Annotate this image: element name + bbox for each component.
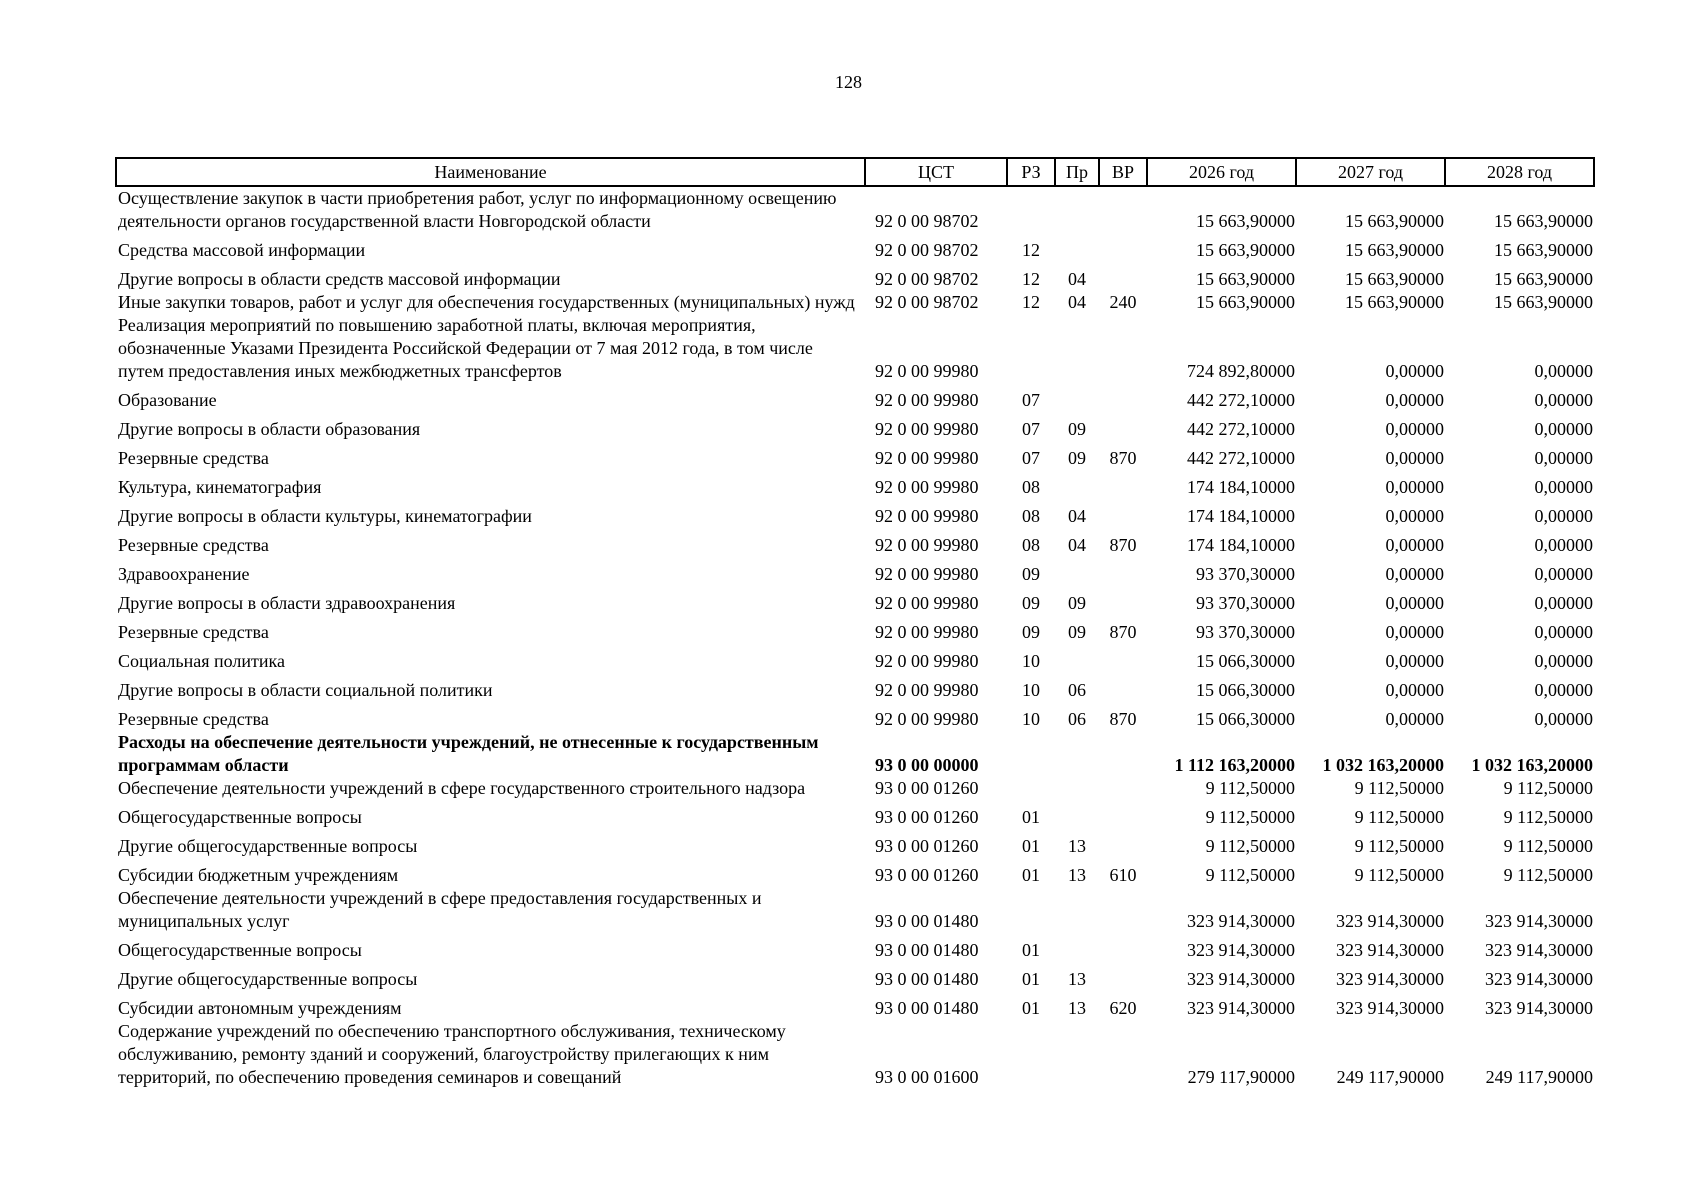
table-row (116, 615, 1594, 644)
cell-rz (1007, 777, 1055, 800)
table-header-row (116, 158, 1594, 186)
cell-2027: 9 112,50000 (1354, 807, 1444, 827)
table-row (116, 586, 1594, 615)
cell-name: Обеспечение деятельности учреждений в сфере государственного строительного надзора (118, 778, 806, 798)
cell-2026: 9 112,50000 (1205, 865, 1295, 885)
cell-cst: 92 0 00 99980 (875, 477, 979, 497)
cell-name: Социальная политика (118, 651, 285, 671)
cell-cst: 92 0 00 98702 (875, 240, 979, 260)
table-row (116, 731, 1594, 777)
cell-cst: 92 0 00 98702 (875, 292, 979, 312)
table-row (116, 800, 1594, 829)
cell-2027: 0,00000 (1385, 709, 1444, 729)
cell-pr (1055, 383, 1099, 412)
table-row (116, 528, 1594, 557)
header-cst: ЦСТ (865, 158, 1007, 186)
table-row (116, 262, 1594, 291)
cell-cst: 92 0 00 99980 (875, 593, 979, 613)
cell-2028: 0,00000 (1534, 448, 1593, 468)
cell-pr (1055, 644, 1099, 673)
cell-pr: 13 (1068, 969, 1086, 989)
cell-2027: 323 914,30000 (1336, 940, 1444, 960)
cell-vr (1099, 186, 1147, 233)
cell-vr (1099, 499, 1147, 528)
table-row (116, 673, 1594, 702)
cell-name: Образование (118, 390, 217, 410)
cell-name: Другие вопросы в области культуры, кинематографии (118, 506, 532, 526)
cell-2027: 0,00000 (1385, 622, 1444, 642)
cell-vr (1099, 887, 1147, 933)
cell-rz: 08 (1022, 535, 1040, 555)
cell-cst: 92 0 00 99980 (875, 390, 979, 410)
cell-2026: 15 663,90000 (1196, 292, 1295, 312)
table-row (116, 186, 1594, 233)
cell-2028: 15 663,90000 (1494, 211, 1593, 231)
cell-pr (1055, 800, 1099, 829)
cell-rz (1007, 1020, 1055, 1089)
cell-2027: 323 914,30000 (1336, 998, 1444, 1018)
cell-name: Осуществление закупок в части приобретения работ, услуг по информационному освещению деятельности органов государственной власти Новгородской области (118, 188, 837, 231)
cell-cst: 92 0 00 99980 (875, 506, 979, 526)
cell-2026: 15 663,90000 (1196, 269, 1295, 289)
cell-2026: 1 112 163,20000 (1174, 755, 1295, 775)
cell-name: Субсидии автономным учреждениям (118, 998, 402, 1018)
cell-pr (1055, 557, 1099, 586)
cell-rz (1007, 887, 1055, 933)
cell-vr: 870 (1109, 709, 1137, 729)
cell-pr (1055, 314, 1099, 383)
cell-pr: 13 (1068, 998, 1086, 1018)
cell-cst: 92 0 00 99980 (875, 535, 979, 555)
cell-rz: 09 (1022, 593, 1040, 613)
table-row (116, 557, 1594, 586)
cell-rz (1007, 186, 1055, 233)
cell-vr (1099, 557, 1147, 586)
cell-vr: 870 (1109, 448, 1137, 468)
cell-vr: 620 (1109, 998, 1137, 1018)
header-2027: 2027 год (1296, 158, 1445, 186)
header-rz: РЗ (1007, 158, 1055, 186)
cell-cst: 92 0 00 99980 (875, 709, 979, 729)
cell-pr: 13 (1068, 836, 1086, 856)
cell-cst: 92 0 00 99980 (875, 622, 979, 642)
table-row (116, 933, 1594, 962)
cell-2026: 279 117,90000 (1187, 1067, 1295, 1087)
cell-2027: 249 117,90000 (1336, 1067, 1444, 1087)
cell-pr (1055, 731, 1099, 777)
table-row (116, 291, 1594, 314)
table-row (116, 991, 1594, 1020)
cell-2027: 0,00000 (1385, 535, 1444, 555)
cell-2026: 9 112,50000 (1205, 807, 1295, 827)
cell-name: Резервные средства (118, 448, 269, 468)
table-row (116, 644, 1594, 673)
cell-pr: 06 (1068, 709, 1086, 729)
table-row (116, 470, 1594, 499)
cell-2028: 15 663,90000 (1494, 240, 1593, 260)
table-row (116, 1020, 1594, 1089)
cell-name: Резервные средства (118, 622, 269, 642)
cell-2027: 0,00000 (1385, 680, 1444, 700)
cell-pr: 04 (1068, 535, 1086, 555)
cell-2028: 9 112,50000 (1503, 836, 1593, 856)
cell-name: Содержание учреждений по обеспечению транспортного обслуживания, техническому обслуживанию, ремонту зданий и сооружений, благоустройству прилегающих к ним территорий, по обеспечению проведения семинаров и совещаний (118, 1021, 786, 1087)
cell-2026: 174 184,10000 (1187, 535, 1295, 555)
cell-2027: 9 112,50000 (1354, 865, 1444, 885)
cell-vr (1099, 1020, 1147, 1089)
cell-2028: 0,00000 (1534, 680, 1593, 700)
cell-2027: 15 663,90000 (1345, 269, 1444, 289)
cell-vr: 870 (1109, 535, 1137, 555)
cell-rz: 12 (1022, 292, 1040, 312)
cell-2028: 15 663,90000 (1494, 292, 1593, 312)
cell-2027: 0,00000 (1385, 361, 1444, 381)
cell-cst: 93 0 00 01480 (875, 998, 979, 1018)
header-pr: Пр (1055, 158, 1099, 186)
cell-2028: 0,00000 (1534, 419, 1593, 439)
cell-name: Общегосударственные вопросы (118, 940, 362, 960)
cell-2026: 442 272,10000 (1187, 390, 1295, 410)
cell-name: Другие вопросы в области здравоохранения (118, 593, 456, 613)
cell-cst: 92 0 00 99980 (875, 419, 979, 439)
cell-2028: 0,00000 (1534, 506, 1593, 526)
cell-2028: 0,00000 (1534, 593, 1593, 613)
cell-2028: 0,00000 (1534, 622, 1593, 642)
cell-rz: 10 (1022, 651, 1040, 671)
cell-2026: 9 112,50000 (1205, 836, 1295, 856)
cell-cst: 93 0 00 01600 (875, 1067, 979, 1087)
cell-rz: 10 (1022, 680, 1040, 700)
table-row (116, 233, 1594, 262)
cell-cst: 92 0 00 99980 (875, 680, 979, 700)
cell-rz (1007, 731, 1055, 777)
table-row (116, 777, 1594, 800)
cell-rz: 01 (1022, 807, 1040, 827)
cell-vr: 240 (1109, 292, 1137, 312)
cell-vr (1099, 233, 1147, 262)
cell-2026: 442 272,10000 (1187, 419, 1295, 439)
cell-2028: 9 112,50000 (1503, 807, 1593, 827)
cell-vr (1099, 586, 1147, 615)
cell-pr: 04 (1068, 292, 1086, 312)
cell-pr: 09 (1068, 593, 1086, 613)
cell-rz: 09 (1022, 622, 1040, 642)
table-row (116, 887, 1594, 933)
page-number: 128 (835, 72, 862, 92)
cell-rz: 08 (1022, 477, 1040, 497)
cell-2028: 0,00000 (1534, 564, 1593, 584)
cell-vr (1099, 314, 1147, 383)
cell-2026: 323 914,30000 (1187, 969, 1295, 989)
cell-pr: 09 (1068, 448, 1086, 468)
table-row (116, 314, 1594, 383)
cell-2027: 15 663,90000 (1345, 292, 1444, 312)
cell-cst: 93 0 00 01260 (875, 778, 979, 798)
cell-2028: 323 914,30000 (1485, 998, 1593, 1018)
cell-2026: 174 184,10000 (1187, 477, 1295, 497)
cell-pr (1055, 470, 1099, 499)
cell-vr (1099, 800, 1147, 829)
table-row (116, 412, 1594, 441)
cell-vr (1099, 262, 1147, 291)
table-row (116, 499, 1594, 528)
cell-name: Другие общегосударственные вопросы (118, 836, 418, 856)
cell-cst: 93 0 00 01260 (875, 865, 979, 885)
cell-2027: 9 112,50000 (1354, 778, 1444, 798)
cell-cst: 92 0 00 98702 (875, 269, 979, 289)
cell-pr (1055, 887, 1099, 933)
cell-pr: 13 (1068, 865, 1086, 885)
cell-rz: 07 (1022, 419, 1040, 439)
cell-vr (1099, 412, 1147, 441)
cell-2026: 15 663,90000 (1196, 240, 1295, 260)
cell-2028: 15 663,90000 (1494, 269, 1593, 289)
cell-2027: 0,00000 (1385, 419, 1444, 439)
cell-vr (1099, 644, 1147, 673)
cell-2028: 0,00000 (1534, 361, 1593, 381)
cell-name: Культура, кинематография (118, 477, 322, 497)
cell-cst: 92 0 00 99980 (875, 564, 979, 584)
cell-2026: 15 066,30000 (1196, 651, 1295, 671)
header-2028: 2028 год (1445, 158, 1594, 186)
cell-name: Резервные средства (118, 709, 269, 729)
cell-2028: 323 914,30000 (1485, 911, 1593, 931)
cell-rz: 01 (1022, 998, 1040, 1018)
cell-2026: 174 184,10000 (1187, 506, 1295, 526)
cell-rz: 12 (1022, 269, 1040, 289)
table-row (116, 858, 1594, 887)
cell-pr: 09 (1068, 419, 1086, 439)
cell-name: Расходы на обеспечение деятельности учреждений, не отнесенные к государственным программам области (118, 732, 819, 775)
cell-2026: 15 663,90000 (1196, 211, 1295, 231)
cell-2028: 0,00000 (1534, 651, 1593, 671)
cell-2026: 93 370,30000 (1196, 622, 1295, 642)
cell-cst: 93 0 00 01480 (875, 969, 979, 989)
cell-pr: 04 (1068, 269, 1086, 289)
header-vr: ВР (1099, 158, 1147, 186)
cell-vr: 610 (1109, 865, 1137, 885)
cell-cst: 92 0 00 99980 (875, 448, 979, 468)
cell-name: Обеспечение деятельности учреждений в сфере предоставления государственных и муниципальных услуг (118, 888, 762, 931)
cell-2027: 1 032 163,20000 (1322, 755, 1444, 775)
cell-2027: 15 663,90000 (1345, 240, 1444, 260)
cell-2027: 323 914,30000 (1336, 911, 1444, 931)
cell-pr (1055, 233, 1099, 262)
cell-cst: 93 0 00 01480 (875, 911, 979, 931)
table-row (116, 702, 1594, 731)
cell-vr (1099, 933, 1147, 962)
cell-pr (1055, 186, 1099, 233)
cell-name: Реализация мероприятий по повышению заработной платы, включая мероприятия, обозначенные Указами Президента Российской Федерации от 7 мая 2012 года, в том числе путем предоставления иных межбюджетных трансфертов (118, 315, 813, 381)
cell-name: Другие общегосударственные вопросы (118, 969, 418, 989)
cell-pr: 04 (1068, 506, 1086, 526)
cell-name: Общегосударственные вопросы (118, 807, 362, 827)
cell-2026: 323 914,30000 (1187, 911, 1295, 931)
cell-2028: 0,00000 (1534, 477, 1593, 497)
table-body (116, 186, 1594, 1089)
cell-2027: 0,00000 (1385, 390, 1444, 410)
cell-cst: 92 0 00 99980 (875, 651, 979, 671)
cell-cst: 92 0 00 98702 (875, 211, 979, 231)
cell-name: Другие вопросы в области образования (118, 419, 421, 439)
cell-cst: 92 0 00 99980 (875, 361, 979, 381)
cell-2027: 15 663,90000 (1345, 211, 1444, 231)
cell-2027: 0,00000 (1385, 651, 1444, 671)
cell-name: Здравоохранение (118, 564, 250, 584)
cell-cst: 93 0 00 01260 (875, 836, 979, 856)
cell-name: Субсидии бюджетным учреждениям (118, 865, 399, 885)
cell-2028: 0,00000 (1534, 709, 1593, 729)
cell-2026: 724 892,80000 (1187, 361, 1295, 381)
cell-2028: 9 112,50000 (1503, 778, 1593, 798)
cell-vr (1099, 962, 1147, 991)
cell-vr (1099, 673, 1147, 702)
cell-2027: 9 112,50000 (1354, 836, 1444, 856)
cell-rz: 08 (1022, 506, 1040, 526)
cell-name: Резервные средства (118, 535, 269, 555)
cell-rz: 07 (1022, 390, 1040, 410)
cell-rz: 09 (1022, 564, 1040, 584)
cell-name: Иные закупки товаров, работ и услуг для обеспечения государственных (муниципальных) нужд (118, 292, 855, 312)
cell-rz: 07 (1022, 448, 1040, 468)
cell-2027: 323 914,30000 (1336, 969, 1444, 989)
cell-2028: 323 914,30000 (1485, 969, 1593, 989)
cell-cst: 93 0 00 01260 (875, 807, 979, 827)
cell-cst: 93 0 00 00000 (875, 755, 979, 775)
cell-rz: 01 (1022, 865, 1040, 885)
cell-rz: 01 (1022, 969, 1040, 989)
cell-2027: 0,00000 (1385, 564, 1444, 584)
header-2026: 2026 год (1147, 158, 1296, 186)
cell-rz: 01 (1022, 940, 1040, 960)
cell-2028: 249 117,90000 (1485, 1067, 1593, 1087)
cell-vr (1099, 777, 1147, 800)
cell-cst: 93 0 00 01480 (875, 940, 979, 960)
table-row (116, 962, 1594, 991)
cell-2027: 0,00000 (1385, 506, 1444, 526)
cell-rz: 10 (1022, 709, 1040, 729)
cell-rz: 12 (1022, 240, 1040, 260)
cell-pr: 06 (1068, 680, 1086, 700)
cell-vr (1099, 470, 1147, 499)
cell-2026: 15 066,30000 (1196, 709, 1295, 729)
cell-2026: 323 914,30000 (1187, 998, 1295, 1018)
cell-name: Средства массовой информации (118, 240, 366, 260)
table-row (116, 383, 1594, 412)
header-name: Наименование (116, 158, 865, 186)
cell-vr: 870 (1109, 622, 1137, 642)
cell-2026: 323 914,30000 (1187, 940, 1295, 960)
cell-2026: 442 272,10000 (1187, 448, 1295, 468)
cell-2026: 93 370,30000 (1196, 593, 1295, 613)
cell-vr (1099, 383, 1147, 412)
cell-name: Другие вопросы в области социальной политики (118, 680, 493, 700)
cell-rz (1007, 314, 1055, 383)
cell-2028: 0,00000 (1534, 390, 1593, 410)
cell-pr (1055, 933, 1099, 962)
cell-2028: 323 914,30000 (1485, 940, 1593, 960)
table-row (116, 829, 1594, 858)
cell-pr (1055, 777, 1099, 800)
cell-2027: 0,00000 (1385, 477, 1444, 497)
cell-pr: 09 (1068, 622, 1086, 642)
cell-2028: 1 032 163,20000 (1471, 755, 1593, 775)
cell-pr (1055, 1020, 1099, 1089)
cell-2026: 93 370,30000 (1196, 564, 1295, 584)
cell-2026: 9 112,50000 (1205, 778, 1295, 798)
cell-rz: 01 (1022, 836, 1040, 856)
cell-2028: 0,00000 (1534, 535, 1593, 555)
cell-2026: 15 066,30000 (1196, 680, 1295, 700)
budget-table (115, 157, 1595, 1089)
cell-2028: 9 112,50000 (1503, 865, 1593, 885)
table-row (116, 441, 1594, 470)
cell-2027: 0,00000 (1385, 448, 1444, 468)
cell-2027: 0,00000 (1385, 593, 1444, 613)
cell-name: Другие вопросы в области средств массовой информации (118, 269, 561, 289)
cell-vr (1099, 829, 1147, 858)
cell-vr (1099, 731, 1147, 777)
